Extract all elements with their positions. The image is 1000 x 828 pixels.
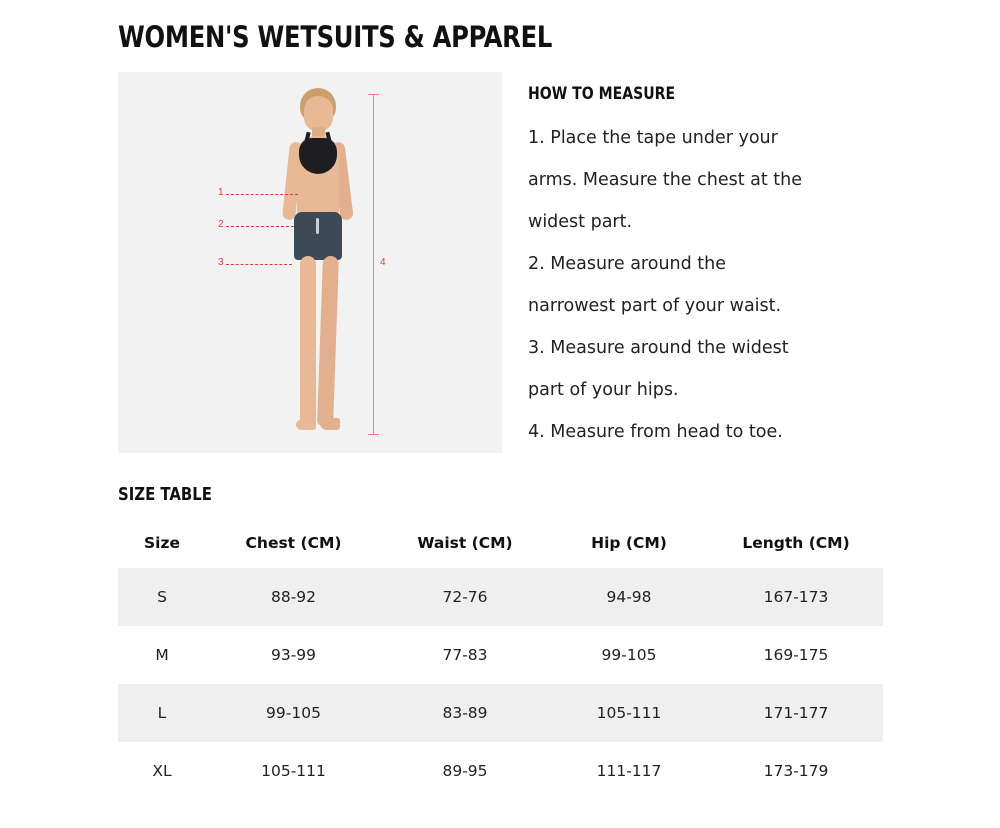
cell-size: L [157, 704, 167, 722]
how-to-step-line: 1. Place the tape under your [528, 128, 778, 148]
table-row [118, 684, 883, 742]
how-to-step-line: 4. Measure from head to toe. [528, 422, 783, 442]
cell-chest: 105-111 [261, 762, 326, 780]
marker-4-label: 4 [380, 257, 386, 268]
cell-hip: 111-117 [596, 762, 662, 780]
model-illustration [250, 84, 376, 446]
size-table [118, 522, 883, 800]
column-header-waist: Waist (CM) [417, 534, 513, 552]
size-table-heading: SIZE TABLE [118, 484, 212, 505]
waist-measure-line [226, 226, 294, 227]
how-to-step-line: part of your hips. [528, 380, 679, 400]
cell-waist: 89-95 [442, 762, 488, 780]
table-row [118, 742, 883, 800]
model-left-foot [296, 420, 316, 430]
how-to-step-line: 3. Measure around the widest [528, 338, 789, 358]
cell-size: XL [152, 762, 172, 780]
marker-3-label: 3 [218, 257, 224, 268]
cell-length: 173-179 [763, 762, 829, 780]
how-to-measure-heading: HOW TO MEASURE [528, 84, 676, 104]
how-to-step-line: narrowest part of your waist. [528, 296, 782, 316]
model-right-foot [320, 418, 340, 430]
cell-length: 167-173 [763, 588, 829, 606]
cell-size: S [157, 588, 167, 606]
table-row [118, 568, 883, 626]
cell-hip: 99-105 [601, 646, 657, 664]
cell-waist: 77-83 [442, 646, 488, 664]
measurement-figure [118, 72, 502, 453]
model-left-leg [300, 256, 316, 426]
model-board-shorts [294, 212, 342, 260]
marker-1-label: 1 [218, 187, 224, 198]
page-title: WOMEN'S WETSUITS & APPAREL [118, 20, 553, 54]
cell-waist: 72-76 [442, 588, 488, 606]
column-header-chest: Chest (CM) [245, 534, 342, 552]
cell-chest: 88-92 [270, 588, 317, 606]
how-to-measure-section [528, 84, 898, 454]
how-to-step-line: 2. Measure around the [528, 254, 727, 274]
cell-hip: 105-111 [596, 704, 662, 722]
table-row [118, 626, 883, 684]
cell-chest: 99-105 [266, 704, 321, 722]
height-line-bottom-cap [368, 434, 379, 435]
height-measure-line [373, 94, 374, 434]
column-header-size: Size [143, 534, 180, 552]
model-head [304, 96, 333, 131]
cell-length: 169-175 [763, 646, 829, 664]
cell-chest: 93-99 [270, 646, 317, 664]
height-line-top-cap [368, 94, 379, 95]
hip-measure-line [226, 264, 292, 265]
chest-measure-line [226, 194, 298, 195]
marker-2-label: 2 [218, 219, 224, 230]
how-to-step-line: arms. Measure the chest at the [528, 170, 803, 190]
cell-waist: 83-89 [442, 704, 488, 722]
cell-length: 171-177 [763, 704, 829, 722]
table-header-row [118, 522, 883, 568]
how-to-step-line: widest part. [528, 212, 633, 232]
model-right-leg [317, 256, 339, 426]
cell-hip: 94-98 [606, 588, 652, 606]
cell-size: M [155, 646, 169, 664]
column-header-hip: Hip (CM) [591, 534, 667, 552]
column-header-length: Length (CM) [742, 534, 850, 552]
